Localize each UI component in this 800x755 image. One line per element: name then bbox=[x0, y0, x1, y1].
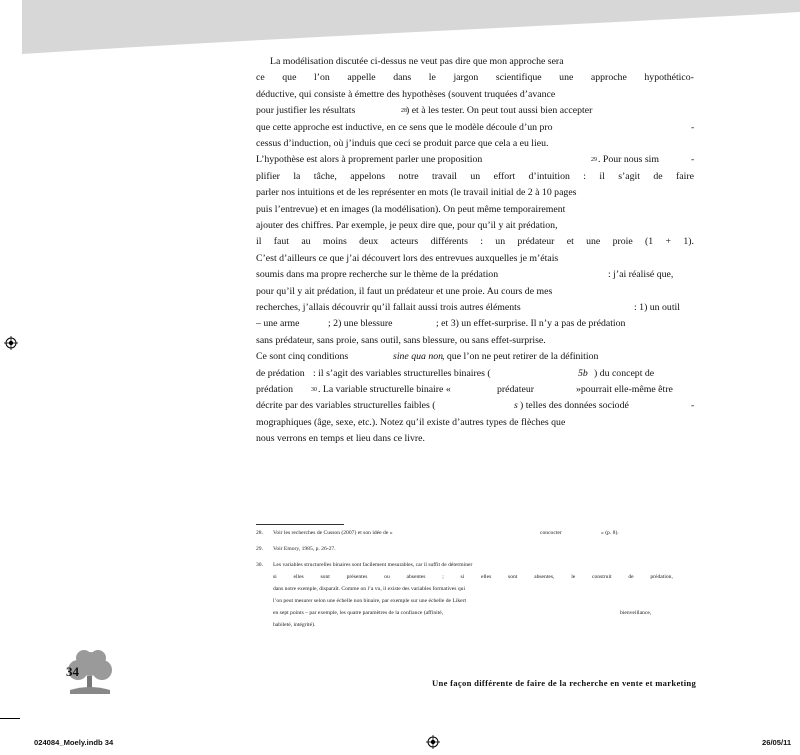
body-word: au bbox=[301, 236, 311, 248]
footnote-word: elles bbox=[293, 574, 304, 580]
body-word: une bbox=[586, 236, 601, 248]
body-word: moins bbox=[322, 236, 347, 248]
body-word: (1 bbox=[645, 236, 654, 248]
body-segment: Ce sont cinq conditions bbox=[256, 351, 349, 363]
body-segment: 30 bbox=[311, 387, 317, 393]
body-segment: - bbox=[691, 154, 695, 166]
body-word: proie bbox=[612, 236, 633, 248]
body-word: un bbox=[470, 170, 481, 182]
footnote-word: de bbox=[628, 574, 634, 580]
footnote-text: » (p. 8). bbox=[601, 530, 619, 536]
body-segment: prédation bbox=[256, 384, 293, 395]
footnote-word: prédation, bbox=[650, 574, 673, 580]
body-word: travail bbox=[431, 170, 458, 182]
body-line bbox=[256, 105, 694, 117]
footnote-word: construit bbox=[592, 574, 612, 580]
body-word: : bbox=[480, 236, 483, 248]
footnote-word: sont bbox=[320, 574, 330, 580]
body-line bbox=[256, 286, 694, 298]
running-footer-title: Une façon différente de faire de la recherche en vente et marketing bbox=[432, 678, 697, 688]
body-word: scientifique bbox=[495, 72, 542, 84]
body-segment: prédateur bbox=[497, 384, 534, 395]
body-segment: C’est d’ailleurs ce que j’ai découvert lors des entrevues auxquelles je m’étais bbox=[256, 252, 559, 264]
body-segment: L’hypothèse est alors à proprement parler une proposition bbox=[256, 154, 483, 166]
body-line bbox=[256, 236, 694, 248]
footnote-number: 30. bbox=[256, 562, 263, 568]
body-line bbox=[256, 171, 694, 183]
body-segment: – une arme bbox=[256, 318, 300, 330]
body-segment: ) et à les tester. On peut tout aussi bien accepter bbox=[406, 105, 593, 117]
body-word: de bbox=[653, 170, 663, 182]
body-segment: »pourrait elle-même être bbox=[576, 384, 673, 395]
body-word: s’agit bbox=[618, 170, 640, 182]
body-segment: cessus d’induction, où j’induis que ceci se produit parce que cela a eu lieu. bbox=[256, 138, 549, 149]
body-word: appelle bbox=[347, 72, 376, 84]
body-line bbox=[256, 433, 694, 445]
footnote-number: 29. bbox=[256, 546, 263, 552]
body-segment: La modélisation discutée ci-dessus ne veut pas dire que mon approche sera bbox=[270, 56, 564, 67]
footnote-word: sont bbox=[508, 574, 518, 580]
body-word: approche bbox=[590, 72, 627, 84]
body-line bbox=[256, 89, 694, 101]
body-segment: que cette approche est inductive, en ce sens que le modèle découle d’un pro bbox=[256, 121, 553, 133]
body-segment: - bbox=[691, 400, 695, 412]
body-word: une bbox=[559, 72, 574, 84]
body-word: tâche, bbox=[313, 170, 337, 182]
body-line bbox=[256, 302, 694, 314]
body-segment: sans prédateur, sans proie, sans outil, sans blessure, ou sans effet-surprise. bbox=[256, 334, 546, 346]
footnote-word: absentes bbox=[406, 574, 426, 580]
footnote-word: elles bbox=[481, 574, 492, 580]
footnote-word: présentes bbox=[346, 574, 368, 580]
body-segment: - bbox=[691, 121, 695, 133]
body-word: et bbox=[566, 236, 574, 248]
body-word: prédateur bbox=[517, 236, 555, 248]
body-line bbox=[256, 220, 694, 232]
footnote-text: habileté, intégrité). bbox=[273, 622, 316, 628]
footnote-word: si bbox=[273, 574, 277, 580]
body-segment: ) telles des données sociodé bbox=[520, 400, 629, 412]
body-word: d’intuition bbox=[528, 170, 570, 182]
body-line bbox=[256, 187, 694, 199]
body-segment: ; et 3) un effet-surprise. Il n’y a pas de prédation bbox=[436, 318, 626, 330]
body-segment: : j’ai réalisé que, bbox=[608, 269, 674, 281]
body-word: faut bbox=[273, 236, 289, 248]
crop-mark bbox=[0, 718, 20, 719]
body-word: acteurs bbox=[390, 236, 419, 248]
body-segment: ; 2) une blessure bbox=[328, 318, 393, 330]
body-segment: de prédation bbox=[256, 367, 305, 379]
body-word: hypothético- bbox=[644, 72, 694, 84]
header-swoosh-graphic bbox=[0, 0, 800, 60]
body-segment: ) du concept de bbox=[594, 367, 655, 379]
body-word: appelons bbox=[350, 170, 386, 182]
body-word: deux bbox=[359, 236, 379, 248]
registration-mark-icon bbox=[426, 735, 440, 749]
print-slug-filename: 024084_Moely.indb 34 bbox=[34, 738, 114, 747]
body-segment: soumis dans ma propre recherche sur le thème de la prédation bbox=[256, 269, 499, 281]
body-word: ce bbox=[256, 72, 265, 84]
footnote-word: le bbox=[571, 574, 576, 580]
body-line bbox=[256, 138, 694, 150]
body-segment: déductive, qui consiste à émettre des hypothèses (souvent truquées d’avance bbox=[256, 88, 556, 100]
footnote-word: si bbox=[460, 574, 465, 580]
body-line bbox=[256, 351, 694, 363]
body-segment: nous verrons en temps et lieu dans ce livre. bbox=[256, 433, 425, 445]
body-word: notre bbox=[398, 170, 419, 182]
body-line bbox=[256, 368, 694, 380]
body-segment: . La variable structurelle binaire « bbox=[318, 384, 451, 395]
footnote-word: ; bbox=[442, 574, 444, 580]
footnote-text: dans notre exemple, disparaît. Comme on l’a vu, il existe des variables formatives qui bbox=[273, 586, 466, 592]
footnote-word: ou bbox=[384, 574, 390, 580]
body-word: il bbox=[256, 236, 262, 248]
page-number: 34 bbox=[66, 664, 79, 679]
body-word: : bbox=[583, 170, 587, 182]
footnote-word: absentes, bbox=[534, 574, 555, 580]
body-word: faire bbox=[675, 170, 694, 182]
body-segment: : 1) un outil bbox=[634, 302, 680, 313]
footnote-rule bbox=[256, 524, 344, 525]
body-segment: 28 bbox=[401, 108, 407, 115]
body-segment: pour justifier les résultats bbox=[256, 105, 356, 117]
registration-mark-icon bbox=[4, 336, 18, 350]
body-segment: 5b bbox=[578, 367, 588, 379]
body-line bbox=[256, 56, 694, 68]
body-word: dans bbox=[393, 72, 412, 84]
body-line bbox=[256, 318, 694, 330]
footnote-text: Voir Emory, 1985, p. 26-27. bbox=[273, 546, 336, 552]
body-word: effort bbox=[493, 170, 516, 182]
footnote-text: Voir les recherches de Cusson (2007) et son idée de « bbox=[273, 530, 393, 536]
footnote-number: 28. bbox=[256, 530, 263, 536]
body-line bbox=[256, 253, 694, 265]
body-segment: sine qua non bbox=[393, 351, 444, 363]
footnote-text: Les variables structurelles binaires sont facilement mesurables, car il suffit de déterminer bbox=[273, 562, 473, 568]
body-line bbox=[256, 269, 694, 281]
footnote-text bbox=[273, 574, 673, 581]
body-word: + bbox=[665, 236, 672, 248]
body-segment: 29 bbox=[591, 157, 597, 164]
body-line bbox=[256, 72, 694, 84]
body-word: différents bbox=[430, 236, 468, 248]
body-line bbox=[256, 335, 694, 347]
body-word: plifier bbox=[256, 170, 280, 182]
body-word: un bbox=[495, 236, 506, 248]
body-line bbox=[256, 154, 694, 166]
body-word: il bbox=[599, 170, 605, 182]
body-word: le bbox=[428, 72, 436, 84]
body-line bbox=[256, 122, 694, 134]
body-segment: puis l’entrevue) et en images (la modélisation). On peut même temporairement bbox=[256, 203, 566, 215]
body-line bbox=[256, 384, 694, 396]
body-segment: . Pour nous sim bbox=[598, 154, 659, 166]
footnote-text: en sept points – par exemple, les quatre paramètres de la confiance (affinité, bbox=[273, 610, 444, 616]
body-word: l’on bbox=[314, 72, 330, 84]
body-segment: parler nos intuitions et de les représenter en mots (le travail initial de 2 à 10 pages bbox=[256, 187, 577, 199]
body-word: 1). bbox=[683, 236, 694, 248]
body-segment: mographiques (âge, sexe, etc.). Notez qu’il existe d’autres types de flèches que bbox=[256, 416, 566, 428]
body-word: jargon bbox=[453, 72, 479, 84]
body-segment: pour qu’il y ait prédation, il faut un prédateur et une proie. Au cours de mes bbox=[256, 285, 553, 297]
body-segment: , que l’on ne peut retirer de la définition bbox=[442, 351, 599, 363]
body-line bbox=[256, 204, 694, 216]
body-segment: ajouter des chiffres. Par exemple, je peux dire que, pour qu’il y ait prédation, bbox=[256, 220, 558, 231]
body-segment: recherches, j’allais découvrir qu’il fallait aussi trois autres éléments bbox=[256, 302, 521, 313]
footnote-text: l’on peut mesurer selon une échelle non binaire, par exemple sur une échelle de Likert bbox=[273, 598, 467, 604]
body-line bbox=[256, 417, 694, 429]
body-word: que bbox=[282, 72, 297, 84]
body-segment: : il s’agit des variables structurelles binaires ( bbox=[313, 367, 491, 379]
body-word: la bbox=[293, 170, 301, 182]
footnote-text: concocter bbox=[540, 530, 562, 536]
body-segment: décrite par des variables structurelles faibles ( bbox=[256, 400, 436, 412]
body-line bbox=[256, 400, 694, 412]
body-segment: s bbox=[514, 400, 518, 412]
footnote-text: bienveillance, bbox=[620, 610, 652, 616]
print-slug-date: 26/05/11 bbox=[762, 738, 792, 747]
